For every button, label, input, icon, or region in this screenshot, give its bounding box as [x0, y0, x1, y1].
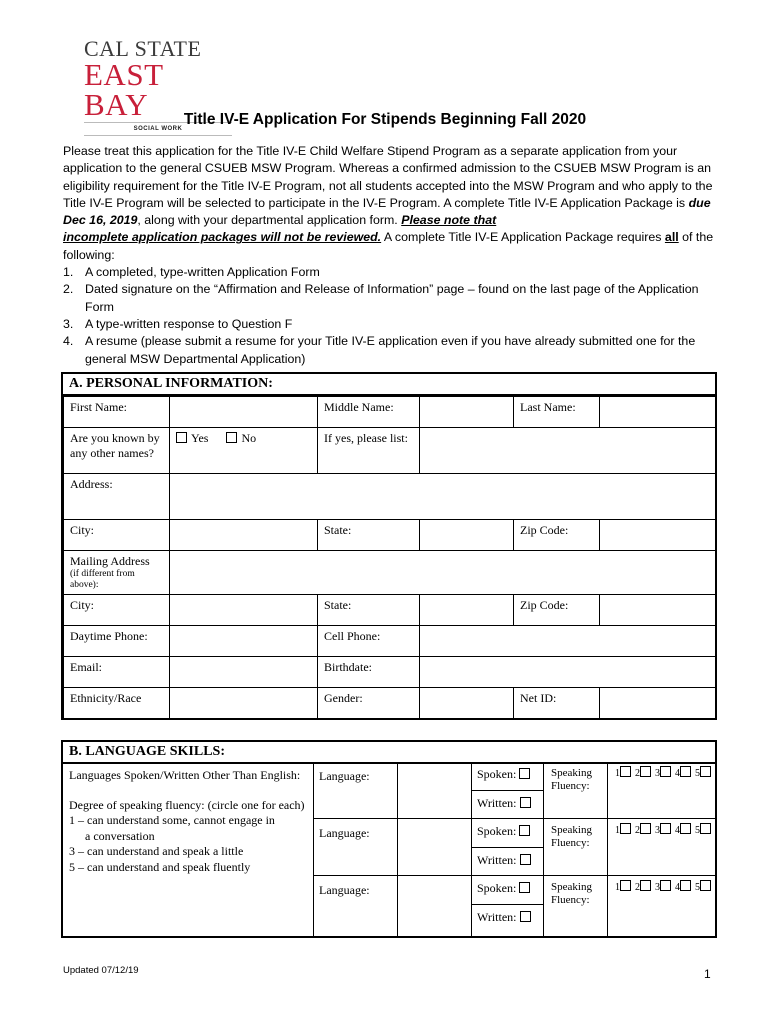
cell-phone-field[interactable] — [420, 626, 716, 657]
written-3-checkbox[interactable] — [520, 911, 531, 922]
written-2: Written: — [477, 853, 535, 868]
requirements-list — [63, 264, 723, 368]
language-3-label: Language: — [319, 883, 370, 897]
spoken-1: Spoken: — [477, 767, 534, 782]
personal-info-table — [63, 396, 716, 720]
scale-checkbox[interactable] — [680, 766, 691, 777]
middle-name-field[interactable] — [420, 397, 514, 428]
scale-checkbox[interactable] — [700, 766, 711, 777]
language-2-field[interactable] — [398, 819, 470, 874]
spoken-2-checkbox[interactable] — [519, 825, 530, 836]
intro-p3: A complete Title IV-E Application Package requires — [381, 230, 665, 245]
yes-checkbox[interactable] — [176, 432, 187, 443]
spoken-1-checkbox[interactable] — [519, 768, 530, 779]
intro-text — [63, 143, 723, 368]
no-label: No — [241, 431, 257, 445]
scale-checkbox[interactable] — [620, 880, 631, 891]
list-item: 3. A type-written response to Question F — [63, 316, 293, 331]
state-label: State: — [318, 520, 420, 551]
scale-checkbox[interactable] — [640, 823, 651, 834]
fluency-3: 3 – can understand and speak a little — [69, 844, 244, 858]
netid-field[interactable] — [600, 688, 716, 720]
birthdate-label: Birthdate: — [318, 657, 420, 688]
due-date: due Dec 16, 2019 — [63, 195, 711, 228]
note-1: Please note that — [401, 213, 497, 228]
mail-state-field[interactable] — [420, 595, 514, 626]
mailing-field[interactable] — [170, 551, 716, 595]
intro-p4: of the following: — [63, 230, 714, 262]
language-grid — [63, 762, 715, 936]
fluency-scale-1: 1 2 3 4 5 — [615, 766, 715, 779]
speaking-fluency-1-label: Speaking Fluency: — [551, 767, 592, 792]
state-field[interactable] — [420, 520, 514, 551]
intro-p1: Please treat this application for the Title IV-E Child Welfare Stipend Program as a separate application from your application to the general CSUEB MSW Program. Whereas a confirmed admission to the CSUEB MSW Program is an eligibility requirement for the Title IV-E Program, not all students accepted into the MSW Program and who apply to the Title IV-E Program will be selected to participate in the IV-E Program. A complete Title IV-E Application Package is — [63, 144, 713, 210]
city-label: City: — [64, 520, 170, 551]
language-3-field[interactable] — [398, 876, 470, 934]
fluency-1b: a conversation — [85, 828, 155, 843]
email-label: Email: — [64, 657, 170, 688]
section-a-heading: A. PERSONAL INFORMATION: — [63, 374, 715, 396]
day-phone-label: Daytime Phone: — [64, 626, 170, 657]
fluency-scale-3: 1 2 3 4 5 — [615, 880, 715, 893]
cell-phone-label: Cell Phone: — [318, 626, 420, 657]
birthdate-field[interactable] — [420, 657, 716, 688]
address-label: Address: — [64, 474, 170, 520]
first-name-label: First Name: — [64, 397, 170, 428]
written-1-checkbox[interactable] — [520, 797, 531, 808]
fluency-5: 5 – can understand and speak fluently — [69, 859, 251, 874]
note-2b: application packages will not be reviewed. — [128, 230, 382, 245]
scale-checkbox[interactable] — [660, 766, 671, 777]
fluency-instruction: Degree of speaking fluency: (circle one for each) — [69, 797, 305, 812]
all-word: all — [664, 230, 679, 245]
mailing-label: Mailing Address (if different from above): — [64, 551, 170, 595]
ethnicity-field[interactable] — [170, 688, 318, 720]
other-names-field[interactable] — [420, 428, 716, 474]
scale-checkbox[interactable] — [680, 823, 691, 834]
language-instructions — [63, 762, 313, 881]
if-yes-label: If yes, please list: — [318, 428, 420, 474]
written-1: Written: — [477, 796, 535, 811]
scale-checkbox[interactable] — [660, 823, 671, 834]
ethnicity-label: Ethnicity/Race — [64, 688, 170, 720]
language-1-label: Language: — [319, 769, 370, 783]
mail-state-label: State: — [318, 595, 420, 626]
speaking-fluency-2-label: Speaking Fluency: — [551, 824, 592, 849]
logo-line-3: SOCIAL WORK — [133, 126, 183, 132]
email-field[interactable] — [170, 657, 318, 688]
gender-field[interactable] — [420, 688, 514, 720]
speaking-fluency-3-label: Speaking Fluency: — [551, 881, 592, 906]
note-2a: incomplete — [63, 230, 129, 245]
last-name-label: Last Name: — [514, 397, 600, 428]
mail-city-label: City: — [64, 595, 170, 626]
page-title: Title IV-E Application For Stipends Beginning Fall 2020 — [183, 111, 587, 128]
language-1-field[interactable] — [398, 763, 470, 817]
scale-checkbox[interactable] — [680, 880, 691, 891]
spoken-3-checkbox[interactable] — [519, 882, 530, 893]
updated-date: Updated 07/12/19 — [63, 965, 139, 976]
scale-checkbox[interactable] — [700, 823, 711, 834]
list-item: 4. A resume (please submit a resume for your Title IV-E application even if you have already submitted one for the general MSW Departmental Application) — [63, 334, 696, 366]
day-phone-field[interactable] — [170, 626, 318, 657]
mail-zip-label: Zip Code: — [514, 595, 600, 626]
mailing-note: (if different from above): — [70, 569, 135, 590]
zip-label: Zip Code: — [514, 520, 600, 551]
fluency-scale-2: 1 2 3 4 5 — [615, 823, 715, 836]
mail-zip-field[interactable] — [600, 595, 716, 626]
address-field[interactable] — [170, 474, 716, 520]
written-3: Written: — [477, 910, 535, 925]
zip-field[interactable] — [600, 520, 716, 551]
scale-checkbox[interactable] — [660, 880, 671, 891]
written-2-checkbox[interactable] — [520, 854, 531, 865]
scale-checkbox[interactable] — [620, 823, 631, 834]
spoken-3: Spoken: — [477, 881, 534, 896]
section-language-skills — [61, 740, 717, 938]
logo-line-1: CAL STATE — [84, 36, 202, 61]
logo-line-2: EAST BAY — [84, 57, 163, 122]
gender-label: Gender: — [318, 688, 420, 720]
scale-checkbox[interactable] — [640, 766, 651, 777]
list-item: 2. Dated signature on the “Affirmation and Release of Information” page – found on the last page of the Application Form — [63, 282, 699, 314]
known-by-options — [170, 428, 318, 474]
scale-checkbox[interactable] — [700, 880, 711, 891]
languages-label: Languages Spoken/Written Other Than English: — [69, 768, 301, 782]
first-name-field[interactable] — [170, 397, 318, 428]
known-by-label: Are you known by any other names? — [64, 428, 170, 474]
fluency-1: 1 – can understand some, cannot engage in — [69, 813, 275, 827]
netid-label: Net ID: — [514, 688, 600, 720]
scale-checkbox[interactable] — [640, 880, 651, 891]
list-item: 1. A completed, type-written Application Form — [63, 265, 320, 280]
page-number: 1 — [704, 967, 711, 981]
scale-checkbox[interactable] — [620, 766, 631, 777]
last-name-field[interactable] — [600, 397, 716, 428]
mail-city-field[interactable] — [170, 595, 318, 626]
language-2-label: Language: — [319, 826, 370, 840]
spoken-2: Spoken: — [477, 824, 534, 839]
intro-p2: , along with your departmental application form. — [137, 213, 402, 228]
middle-name-label: Middle Name: — [318, 397, 420, 428]
section-b-heading: B. LANGUAGE SKILLS: — [63, 742, 715, 764]
city-field[interactable] — [170, 520, 318, 551]
section-personal-info — [61, 372, 717, 720]
no-checkbox[interactable] — [226, 432, 237, 443]
yes-label: Yes — [191, 431, 209, 445]
